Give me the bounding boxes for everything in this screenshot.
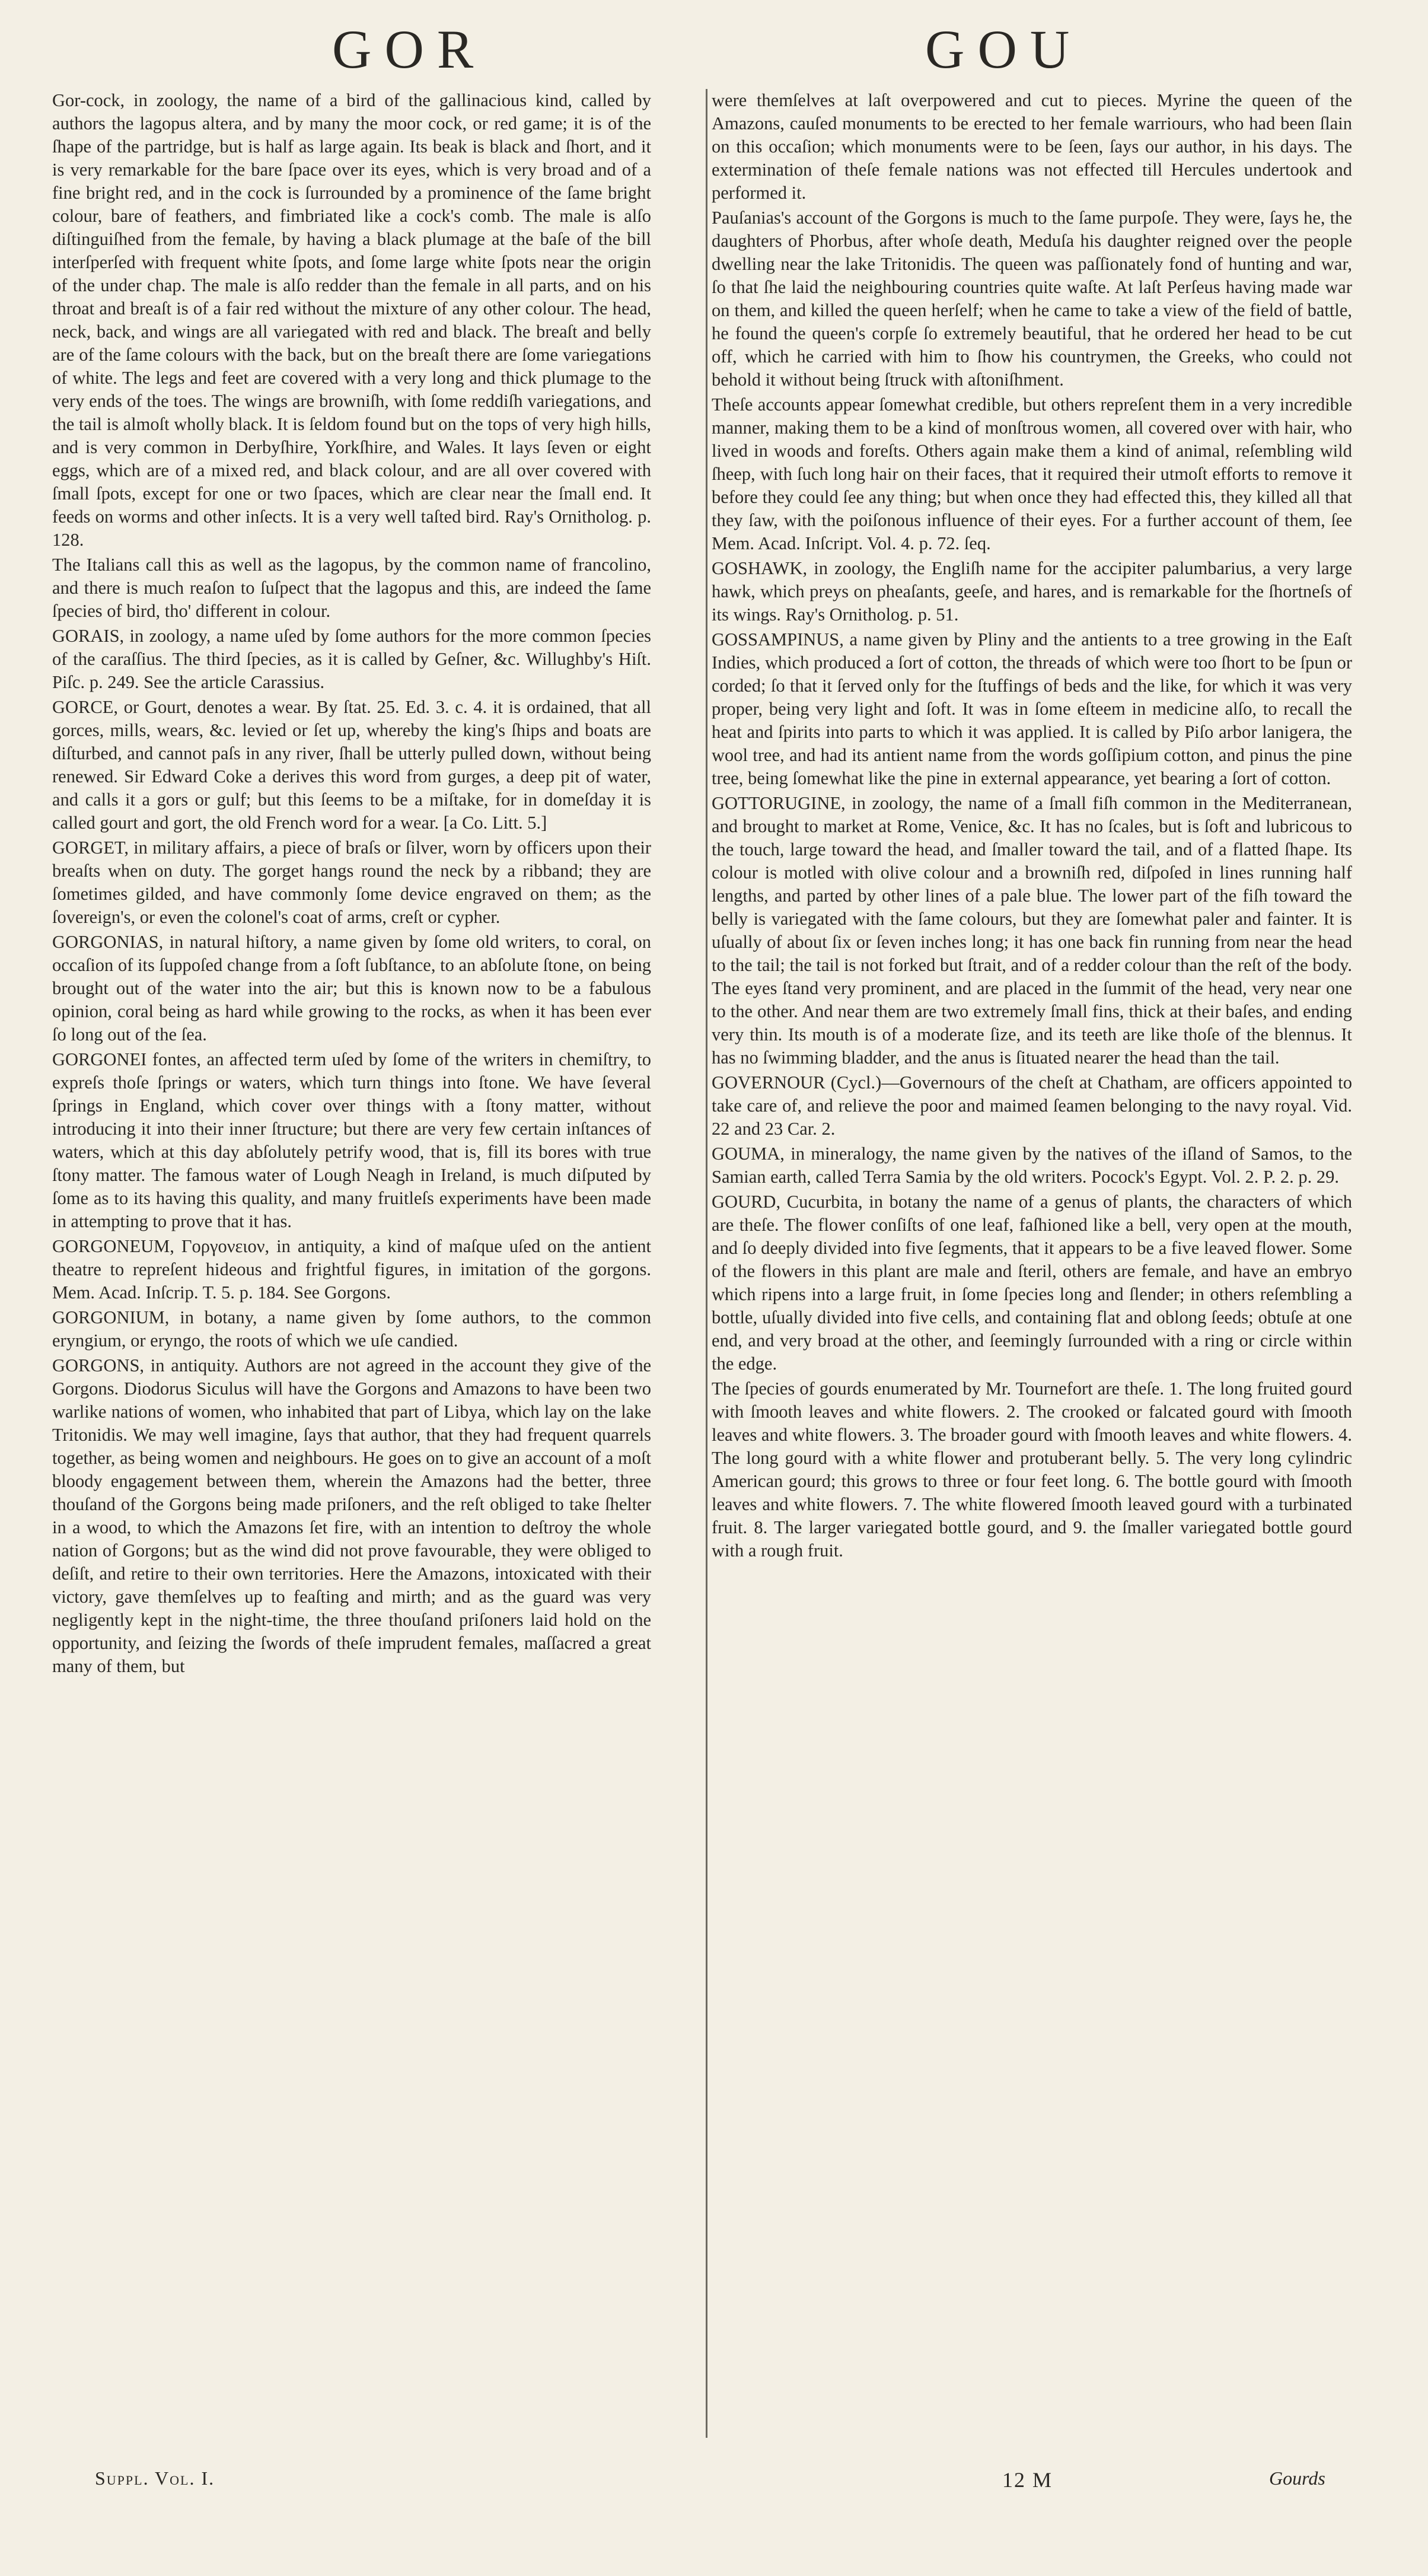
catchword: Gourds <box>1269 2467 1325 2489</box>
entry-governour: GOVERNOUR (Cycl.)—Governours of the cheſt at Chatham, are officers appointed to take care of, and relieve the poor and maimed ſeamen belonging to the navy royal. Vid. 22 and 23 Car. 2. <box>712 1072 1352 1139</box>
entry-gorgonias: GORGONIAS, in natural hiſtory, a name given by ſome old writers, to coral, on occaſion of its ſuppoſed change from a ſoft ſubſtance, to an abſolute ſtone, on being brought out of the water into the air; but this is known now to be a fabulous opinion, coral being as hard while growing to the rocks, as when it has been ever ſo long out of the ſea. <box>52 932 651 1045</box>
entry-gorget: GORGET, in military affairs, a piece of braſs or ſilver, worn by officers upon their breaſts when on duty. The gorget hangs round the neck by a ribband; they are ſometimes gilded, and have commonly ſome device engraved on them; as the ſovereign's, or even the colonel's coat of arms, creſt or cypher. <box>52 838 651 927</box>
entry-gorgons-continued: were themſelves at laſt overpowered and cut to pieces. Myrine the queen of the Amazons, cauſed monuments to be erected to her female warriours, who had been ſlain on this occaſion; which monuments were to be ſeen, ſays our author, in his days. The extermination of theſe female nations was not effected till Hercules undertook and performed it. <box>712 90 1352 203</box>
page-header <box>0 18 1428 83</box>
entry-gourd: GOURD, Cucurbita, in botany the name of a genus of plants, the characters of which are theſe. The flower conſiſts of one leaf, faſhioned like a bell, very open at the mouth, and ſo deeply divided into five ſegments, that it appears to be a five leaved flower. Some of the flowers in this plant are male and ſteril, others are female, and have an embryo which ripens into a large fruit, in ſome ſpecies long and ſlender; in others reſembling a bottle, uſually divided into five cells, and containing flat and oblong ſeeds; obtuſe at one end, and very broad at the other, and ſeemingly ſurrounded with a ring or circle within the edge. <box>712 1192 1352 1374</box>
entry-gor-cock: Gor-cock, in zoology, the name of a bird of the gallinacious kind, called by authors the lagopus altera, and by many the moor cock, or red game; it is of the ſhape of the partridge, but is half as large again. Its beak is black and ſhort, and it is very remarkable for the bare ſpace over its eyes, which is very broad and of a fine bright red, and in the cock is ſurrounded by a prominence of the ſame bright colour, bare of feathers, and fimbriated like a cock's comb. The male is alſo diſtinguiſhed from the female, by having a black plumage at the baſe of the bill interſperſed with frequent white ſpots, and ſome large white ſpots near the origin of the under chap. The male is alſo redder than the female in all parts, and on his throat and breaſt is of a fair red without the mixture of any other colour. The head, neck, back, and wings are all variegated with red and black. The breaſt and belly are of the ſame colours with the back, but on the breaſt there are ſome variegations of white. The legs and feet are covered with a very long and thick plumage to the very ends of the toes. The wings are browniſh, with ſome reddiſh variegations, and the tail is almoſt wholly black. It is ſeldom found but on the tops of very high hills, and is very common in Derbyſhire, Yorkſhire, and Wales. It lays ſeven or eight eggs, which are of a mixed red, and black colour, and are all over covered with ſmall ſpots, except for one or two ſpaces, which are clear near the ſmall end. It feeds on worms and other inſects. It is a very well taſted bird. Ray's Ornitholog. p. 128. <box>52 90 651 550</box>
running-head-left: GOR <box>332 19 487 79</box>
entry-gorce: GORCE, or Gourt, denotes a wear. By ſtat. 25. Ed. 3. c. 4. it is ordained, that all gorces, mills, wears, &c. levied or ſet up, whereby the king's ſhips and boats are diſturbed, and cannot paſs in any river, ſhall be utterly pulled down, without being renewed. Sir Edward Coke a derives this word from gurges, a deep pit of water, and calls it a gors or gulf; but this ſeems to be a miſtake, for in domeſday it is called gourt and gort, the old French word for a wear. [a Co. Litt. 5.] <box>52 697 651 833</box>
entry-gorgonei-fontes: GORGONEI fontes, an affected term uſed by ſome of the writers in chemiſtry, to expreſs thoſe ſprings or waters, which turn things into ſtone. We have ſeveral ſprings in England, which cover over things with a ſtony matter, without introducing it into their inner ſtructure; but there are very few certain inſtances of waters, which at this day abſolutely petrify wood, that is, fill its bores with true ſtony matter. The famous water of Lough Neagh in Ireland, is much diſputed by ſome as to its having this quality, and many fruitleſs experiments have been made in attempting to prove that it has. <box>52 1049 651 1231</box>
entry-goshawk: GOSHAWK, in zoology, the Engliſh name for the accipiter palumbarius, a very large hawk, which preys on pheaſants, geeſe, and hares, and is remarkable for the ſhortneſs of its wings. Ray's Ornitholog. p. 51. <box>712 558 1352 625</box>
entry-gorais: GORAIS, in zoology, a name uſed by ſome authors for the more common ſpecies of the caraſſius. The third ſpecies, as it is called by Geſner, &c. Willughby's Hiſt. Piſc. p. 249. See the article Carassius. <box>52 626 651 692</box>
entry-gorgons: GORGONS, in antiquity. Authors are not agreed in the account they give of the Gorgons. Diodorus Siculus will have the Gorgons and Amazons to have been two warlike nations of women, who inhabited that part of Libya, which lay on the lake Tritonidis. We may well imagine, ſays that author, that they had frequent quarrels together, as being women and neighbours. He goes on to give an account of a moſt bloody engagement between them, wherein the Amazons had the better, three thouſand of the Gorgons being made priſoners, and the reſt obliged to take ſhelter in a wood, to which the Amazons ſet fire, with an intention to deſtroy the whole nation of Gorgons; but as the wind did not prove favourable, they were obliged to deſiſt, and retire to their own territories. Here the Amazons, intoxicated with their victory, gave themſelves up to feaſting and mirth; and as the guard was very negligently kept in the night-time, the three thouſand priſoners laid hold on the opportunity, and ſeizing the ſwords of theſe imprudent females, maſſacred a great many of them, but <box>52 1355 651 1676</box>
entry-pausanias-account: Pauſanias's account of the Gorgons is much to the ſame purpoſe. They were, ſays he, the daughters of Phorbus, after whoſe death, Meduſa his daughter reigned over the people dwelling near the lake Tritonidis. The queen was paſſionately fond of hunting and war, ſo that ſhe laid the neighbouring countries quite waſte. At laſt Perſeus having made war on them, and killed the queen herſelf; when he came to take a view of the field of battle, he found the queen's corpſe ſo extremely beautiful, that he ordered her head to be cut off, which he carried with him to ſhow his countrymen, the Greeks, who could not behold it without being ſtruck with aſtoniſhment. <box>712 208 1352 390</box>
entry-gourd-species: The ſpecies of gourds enumerated by Mr. Tournefort are theſe. 1. The long fruited gourd with ſmooth leaves and white flowers. 2. The crooked or falcated gourd with ſmooth leaves and white flowers. 3. The broader gourd with ſmooth leaves and white flowers. 4. The long gourd with a white flower and protuberant belly. 5. The very long cylindric American gourd; this grows to three or four feet long. 6. The bottle gourd with ſmooth leaves and white flowers. 7. The white flowered ſmooth leaved gourd with a turbinated fruit. 8. The larger variegated bottle gourd, and 9. the ſmaller variegated bottle gourd with a rough fruit. <box>712 1378 1352 1561</box>
entry-gossampinus: GOSSAMPINUS, a name given by Pliny and the antients to a tree growing in the Eaſt Indies, which produced a ſort of cotton, the threads of which were too ſhort to be ſpun or corded; ſo that it ſerved only for the ſtuffings of beds and the like, for which it was very proper, being very light and ſoft. It was in ſome eſteem in medicine alſo, to recall the heat and ſpirits into parts to which it was applied. It is called by Piſo arbor lanigera, the wool tree, and had its antient name from the words goſſipium cotton, and pinus the pine tree, being ſomewhat like the pine in external appearance, yet bearing a ſort of cotton. <box>712 629 1352 788</box>
column-right <box>712 89 1352 1564</box>
entry-gorgons-accounts: Theſe accounts appear ſomewhat credible, but others repreſent them in a very incredible manner, making them to be a kind of monſtrous women, all covered over with hair, who lived in woods and foreſts. Others again make them a kind of animal, reſembling wild ſheep, with ſuch long hair on their faces, that it required their utmoſt efforts to remove it before they could ſee any thing; but when once they had effected this, they killed all that they ſaw, with the poiſonous influence of their eyes. For a further account of them, ſee Mem. Acad. Inſcript. Vol. 4. p. 72. ſeq. <box>712 394 1352 553</box>
entry-gor-cock-continued: The Italians call this as well as the lagopus, by the common name of francolino, and there is much reaſon to ſuſpect that the lagopus and this, are indeed the ſame ſpecies of bird, tho' different in colour. <box>52 555 651 621</box>
entry-gorgoneum: GORGONEUM, Γοργονειον, in antiquity, a kind of maſque uſed on the antient theatre to repreſent hideous and frightful figures, in imitation of the gorgons. Mem. Acad. Inſcrip. T. 5. p. 184. See Gorgons. <box>52 1236 651 1303</box>
page-footer <box>0 2467 1428 2503</box>
entry-gorgonium: GORGONIUM, in botany, a name given by ſome authors, to the common eryngium, or eryngo, the roots of which we uſe candied. <box>52 1307 651 1351</box>
volume-label: Suppl. Vol. I. <box>95 2467 215 2489</box>
entry-gouma: GOUMA, in mineralogy, the name given by the natives of the iſland of Samos, to the Samian earth, called Terra Samia by the old writers. Pocock's Egypt. Vol. 2. P. 2. p. 29. <box>712 1144 1352 1187</box>
signature-mark: 12 M <box>1002 2468 1053 2492</box>
running-head-right: GOU <box>925 19 1083 79</box>
entry-gottorugine: GOTTORUGINE, in zoology, the name of a ſmall fiſh common in the Mediterranean, and brought to market at Rome, Venice, &c. It has no ſcales, but is ſoft and lubricous to the touch, large toward the head, and ſmaller toward the tail, and of a flatted ſhape. Its colour is motled with olive colour and a browniſh red, diſpoſed in lines running half lengths, and parted by other lines of a pale blue. The lower part of the fiſh toward the belly is variegated with the ſame colours, but they are ſomewhat paler and fainter. It is uſually of about ſix or ſeven inches long; it has one back fin running from near the head to the tail; the tail is not forked but ſtrait, and of a redder colour than the reſt of the body. The eyes ſtand very prominent, and are placed in the ſummit of the head, very near one to the other. And near them are two extremely ſmall fins, thick at their baſes, and ending very thin. Its mouth is of a moderate ſize, and its teeth are like thoſe of the blennus. It has no ſwimming bladder, and the anus is ſituated nearer the head than the tail. <box>712 793 1352 1068</box>
column-left <box>52 89 651 1680</box>
column-divider <box>706 89 707 2438</box>
